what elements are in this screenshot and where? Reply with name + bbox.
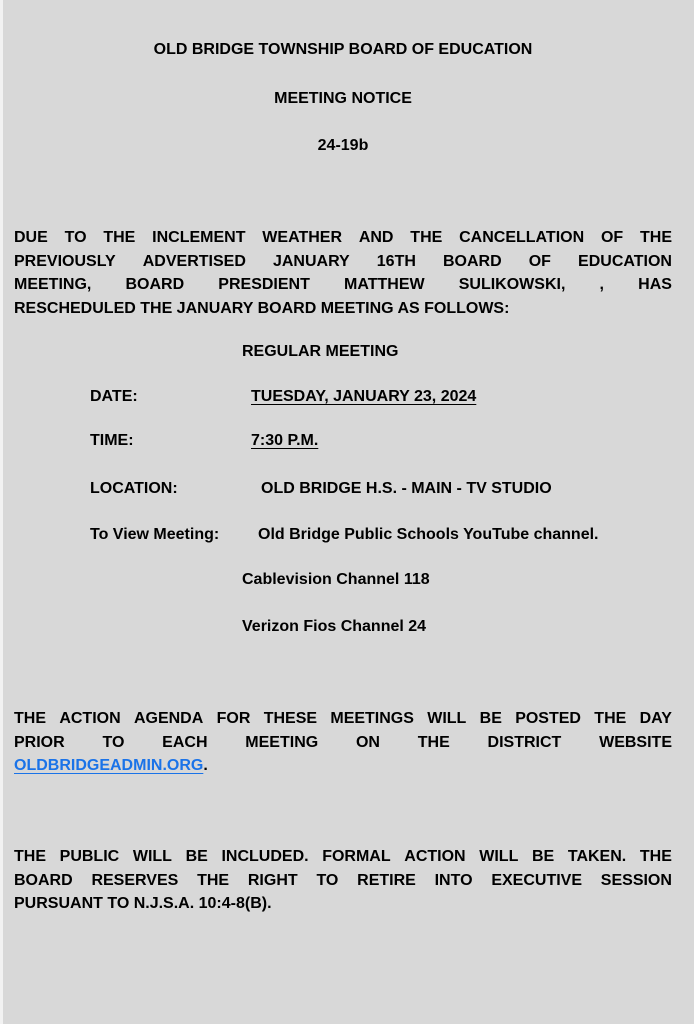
date-value: TUESDAY, JANUARY 23, 2024 — [251, 388, 477, 405]
agenda-line-2-word-2: TO — [102, 733, 125, 751]
agenda-line-1-word-10: THE — [594, 710, 627, 727]
intro-line-3-word-1: MEETING, — [14, 276, 92, 293]
agenda-line-2-word-8: WEBSITE — [599, 733, 672, 751]
public-line-2-word-6: RETIRE — [357, 871, 416, 889]
agenda-line-2-word-7: DISTRICT — [487, 733, 562, 751]
agenda-line-3 — [14, 754, 672, 778]
intro-line-4-text: RESCHEDULED THE JANUARY BOARD MEETING AS FOLLOWS: — [14, 299, 510, 317]
date-label: DATE: — [90, 388, 138, 405]
intro-line-1-word-8: CANCELLATION — [459, 229, 585, 246]
public-line-2-word-9: SESSION — [600, 871, 672, 889]
public-line-3-text: PURSUANT TO N.J.S.A. 10:4-8(B). — [14, 895, 272, 912]
intro-line-1-word-2: TO — [64, 229, 87, 246]
intro-line-2-word-6: OF — [528, 252, 551, 270]
org-heading: OLD BRIDGE TOWNSHIP BOARD OF EDUCATION — [153, 41, 533, 58]
intro-line-1 — [14, 226, 672, 250]
intro-paragraph — [14, 226, 672, 320]
public-line-2-word-1: BOARD — [14, 871, 73, 889]
meeting-type: REGULAR MEETING — [242, 343, 399, 360]
public-line-2-word-5: TO — [316, 871, 339, 889]
public-line-2-word-4: RIGHT — [247, 871, 298, 889]
public-line-2-word-3: THE — [197, 871, 230, 889]
public-line-1-word-5: INCLUDED. — [221, 848, 309, 865]
public-line-1-word-9: BE — [531, 848, 555, 865]
public-line-1-word-8: WILL — [479, 848, 519, 865]
view-cablevision: Cablevision Channel 118 — [242, 571, 430, 588]
public-line-1-word-7: ACTION — [404, 848, 466, 865]
intro-line-1-word-1: DUE — [14, 229, 48, 246]
agenda-line-1-word-8: BE — [479, 710, 502, 727]
time-value: 7:30 P.M. — [251, 432, 319, 449]
intro-line-3-word-2: BOARD — [125, 276, 185, 293]
intro-line-1-word-4: INCLEMENT — [152, 229, 246, 246]
agenda-line-1-word-5: THESE — [263, 710, 318, 727]
agenda-line-1-word-2: ACTION — [59, 710, 121, 727]
agenda-line-2-word-1: PRIOR — [14, 733, 65, 751]
intro-line-1-word-9: OF — [600, 229, 624, 246]
intro-line-2-word-7: EDUCATION — [578, 252, 672, 270]
public-line-2-word-8: EXECUTIVE — [491, 871, 583, 889]
public-line-1-word-10: TAKEN. — [567, 848, 627, 865]
notice-title: MEETING NOTICE — [274, 90, 412, 107]
location-value: OLD BRIDGE H.S. - MAIN - TV STUDIO — [261, 480, 552, 497]
view-fios: Verizon Fios Channel 24 — [242, 618, 427, 635]
intro-line-2-word-5: BOARD — [442, 252, 502, 270]
intro-line-3-word-6: , — [599, 276, 604, 293]
intro-line-2 — [14, 250, 672, 274]
view-label: To View Meeting: — [90, 526, 220, 543]
public-line-1-word-4: BE — [185, 848, 208, 865]
time-label: TIME: — [90, 432, 134, 449]
public-line-1 — [14, 845, 672, 869]
intro-line-2-word-3: JANUARY — [272, 252, 350, 270]
agenda-line-2-word-6: THE — [417, 733, 450, 751]
intro-line-1-word-5: WEATHER — [262, 229, 342, 246]
public-line-2-word-7: INTO — [434, 871, 473, 889]
intro-line-3-word-4: MATTHEW — [344, 276, 425, 293]
public-paragraph — [14, 845, 672, 916]
view-youtube: Old Bridge Public Schools YouTube channel. — [258, 526, 599, 543]
agenda-paragraph — [14, 707, 672, 778]
public-line-2-word-2: RESERVES — [91, 871, 179, 889]
agenda-line-1 — [14, 707, 672, 731]
public-line-1-word-11: THE — [639, 848, 672, 865]
intro-line-2-word-1: PREVIOUSLY — [14, 252, 116, 270]
intro-line-2-word-2: ADVERTISED — [142, 252, 246, 270]
location-label: LOCATION: — [90, 480, 178, 497]
public-line-1-word-6: FORMAL — [322, 848, 391, 865]
agenda-line-1-word-3: AGENDA — [133, 710, 204, 727]
public-line-1-word-2: PUBLIC — [59, 848, 120, 865]
agenda-line-1-word-11: DAY — [639, 710, 672, 727]
public-line-2 — [14, 869, 672, 893]
agenda-line-1-word-9: POSTED — [515, 710, 581, 727]
intro-line-3-word-5: SULIKOWSKI, — [458, 276, 566, 293]
intro-line-1-word-3: THE — [103, 229, 136, 246]
intro-line-4 — [14, 297, 672, 321]
intro-line-1-word-10: THE — [639, 229, 672, 246]
public-line-3 — [14, 892, 672, 916]
public-line-1-word-3: WILL — [132, 848, 172, 865]
agenda-line-2-word-3: EACH — [162, 733, 208, 751]
intro-line-2-word-4: 16TH — [376, 252, 416, 270]
agenda-period: . — [203, 757, 208, 774]
agenda-line-2 — [14, 731, 672, 755]
agenda-line-2-word-4: MEETING — [245, 733, 319, 751]
agenda-line-2-word-5: ON — [355, 733, 380, 751]
intro-line-1-word-6: AND — [358, 229, 394, 246]
agenda-line-1-word-1: THE — [14, 710, 46, 727]
intro-line-3-word-7: HAS — [638, 276, 672, 293]
agenda-line-1-word-4: FOR — [216, 710, 251, 727]
district-website-link[interactable]: OLDBRIDGEADMIN.ORG — [14, 757, 204, 774]
intro-line-1-word-7: THE — [410, 229, 443, 246]
agenda-line-1-word-6: MEETINGS — [330, 710, 414, 727]
notice-number: 24-19b — [317, 137, 369, 154]
intro-line-3-word-3: PRESDIENT — [218, 276, 310, 293]
intro-line-3 — [14, 273, 672, 297]
public-line-1-word-1: THE — [14, 848, 46, 865]
agenda-line-1-word-7: WILL — [427, 710, 467, 727]
